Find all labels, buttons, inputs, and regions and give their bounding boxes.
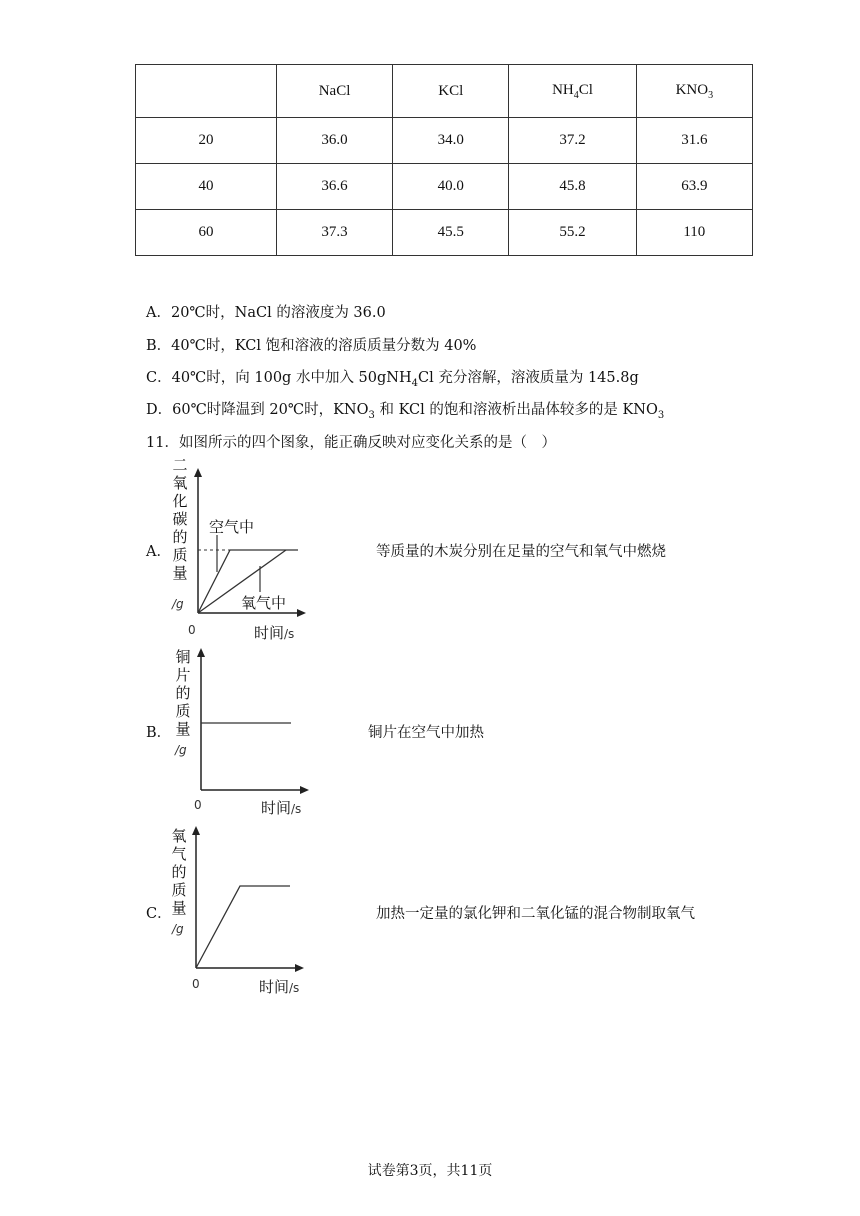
option-d-subscript: 3 <box>368 409 375 421</box>
table-cell: 110 <box>636 210 752 256</box>
graph-b-y-arrow <box>197 648 205 657</box>
q11-option-b-description: 铜片在空气中加热 <box>368 725 484 741</box>
graph-a-origin: 0 <box>188 623 196 637</box>
table-cell: 36.6 <box>276 164 392 210</box>
graph-a-annotation-oxygen: 氧气中 <box>241 594 287 612</box>
graph-b-ylabel <box>174 648 192 738</box>
graph-b-xlabel <box>261 797 301 818</box>
graph-c-xlabel <box>259 976 299 997</box>
ylabel-char: 二 <box>172 456 188 474</box>
table-cell: 40 <box>136 164 277 210</box>
ylabel-char: 量 <box>172 564 188 582</box>
ylabel-char: 质 <box>175 702 191 720</box>
ylabel-char: 的 <box>171 863 187 881</box>
graph-b-plot <box>193 648 323 796</box>
table-cell: 45.8 <box>509 164 636 210</box>
table-cell: 20 <box>136 118 277 164</box>
ylabel-char: 化 <box>172 492 188 510</box>
graph-c-plot <box>188 826 318 976</box>
xlabel-text: 时间 <box>261 799 292 817</box>
table-header-cell: $KNO_3$ <box>636 65 752 118</box>
table-cell: 37.2 <box>509 118 636 164</box>
xlabel-unit: /s <box>284 627 295 641</box>
table-header-row <box>136 65 753 118</box>
table-cell: 37.3 <box>276 210 392 256</box>
table-header-cell <box>136 65 277 118</box>
option-c-subscript: 4 <box>411 377 418 389</box>
table-cell: 45.5 <box>393 210 509 256</box>
ylabel-char: 量 <box>171 899 187 917</box>
q11-option-a-label: A． <box>146 544 171 560</box>
xlabel-text: 时间 <box>254 624 285 642</box>
graph-b-x-arrow <box>300 786 309 794</box>
q11-option-b-label: B． <box>146 725 172 741</box>
option-c-text-1: C．40℃时，向 100g 水中加入 50gNH <box>146 370 412 386</box>
table-cell: 60 <box>136 210 277 256</box>
graph-c-y-arrow <box>192 826 200 835</box>
option-d-subscript-2: 3 <box>657 409 665 421</box>
graph-b-yunit: /g <box>175 743 187 757</box>
ylabel-char: 量 <box>175 720 191 738</box>
ylabel-char: 质 <box>172 546 188 564</box>
ylabel-char: 质 <box>171 881 187 899</box>
xlabel-unit: /s <box>291 802 302 816</box>
table-cell: 34.0 <box>393 118 509 164</box>
q10-option-c <box>146 366 639 389</box>
table-row <box>136 118 753 164</box>
table-cell: 36.0 <box>276 118 392 164</box>
graph-a-yunit: /g <box>172 597 184 611</box>
ylabel-char: 碳 <box>172 510 188 528</box>
graph-c-origin: 0 <box>192 977 200 991</box>
ylabel-char: 气 <box>171 845 187 863</box>
table-cell: 63.9 <box>636 164 752 210</box>
q11-option-c-description: 加热一定量的氯化钾和二氧化锰的混合物制取氧气 <box>376 906 695 922</box>
question-11-stem: 11．如图所示的四个图象，能正确反映对应变化关系的是（ ） <box>146 435 556 451</box>
table-row <box>136 164 753 210</box>
xlabel-text: 时间 <box>259 978 290 996</box>
table-header-cell: $NH_4Cl$ <box>509 65 636 118</box>
table-cell: 55.2 <box>509 210 636 256</box>
ylabel-char: 氧 <box>171 827 187 845</box>
q11-option-a-description: 等质量的木炭分别在足量的空气和氧气中燃烧 <box>376 544 666 560</box>
table-header-cell: NaCl <box>276 65 392 118</box>
graph-c-x-arrow <box>295 964 304 972</box>
option-c-text-2: Cl 充分溶解，溶液质量为 145.8g <box>418 370 639 386</box>
graph-c-curve <box>196 886 290 968</box>
q10-option-a: A．20℃时，NaCl 的溶液度为 36.0 <box>146 305 386 321</box>
option-d-text-1: D．60℃时降温到 20℃时，KNO <box>146 402 369 418</box>
q11-option-c-label: C． <box>146 906 172 922</box>
q10-option-d <box>146 398 664 421</box>
table-row <box>136 210 753 256</box>
ylabel-char: 铜 <box>175 648 191 666</box>
q10-option-b: B．40℃时，KCl 饱和溶液的溶质质量分数为 40% <box>146 338 477 354</box>
ylabel-char: 的 <box>175 684 191 702</box>
solubility-table <box>135 64 753 256</box>
option-d-text-2: 和 KCl 的饱和溶液析出晶体较多的是 KNO <box>379 402 658 418</box>
graph-a-y-arrow <box>194 468 202 477</box>
ylabel-char: 的 <box>172 528 188 546</box>
table-cell: 31.6 <box>636 118 752 164</box>
table-cell: 40.0 <box>393 164 509 210</box>
graph-a-xlabel <box>254 622 294 643</box>
graph-c-ylabel <box>170 827 188 917</box>
graph-a-ylabel <box>171 456 189 582</box>
table-header-cell: KCl <box>393 65 509 118</box>
graph-a-x-arrow <box>297 609 306 617</box>
ylabel-char: 片 <box>175 666 191 684</box>
ylabel-char: 氧 <box>172 474 188 492</box>
graph-c-yunit: /g <box>172 922 184 936</box>
page-footer: 试卷第3页，共11页 <box>367 1163 493 1179</box>
xlabel-unit: /s <box>289 981 300 995</box>
graph-b-origin: 0 <box>194 798 202 812</box>
graph-a-annotation-air: 空气中 <box>209 518 255 536</box>
